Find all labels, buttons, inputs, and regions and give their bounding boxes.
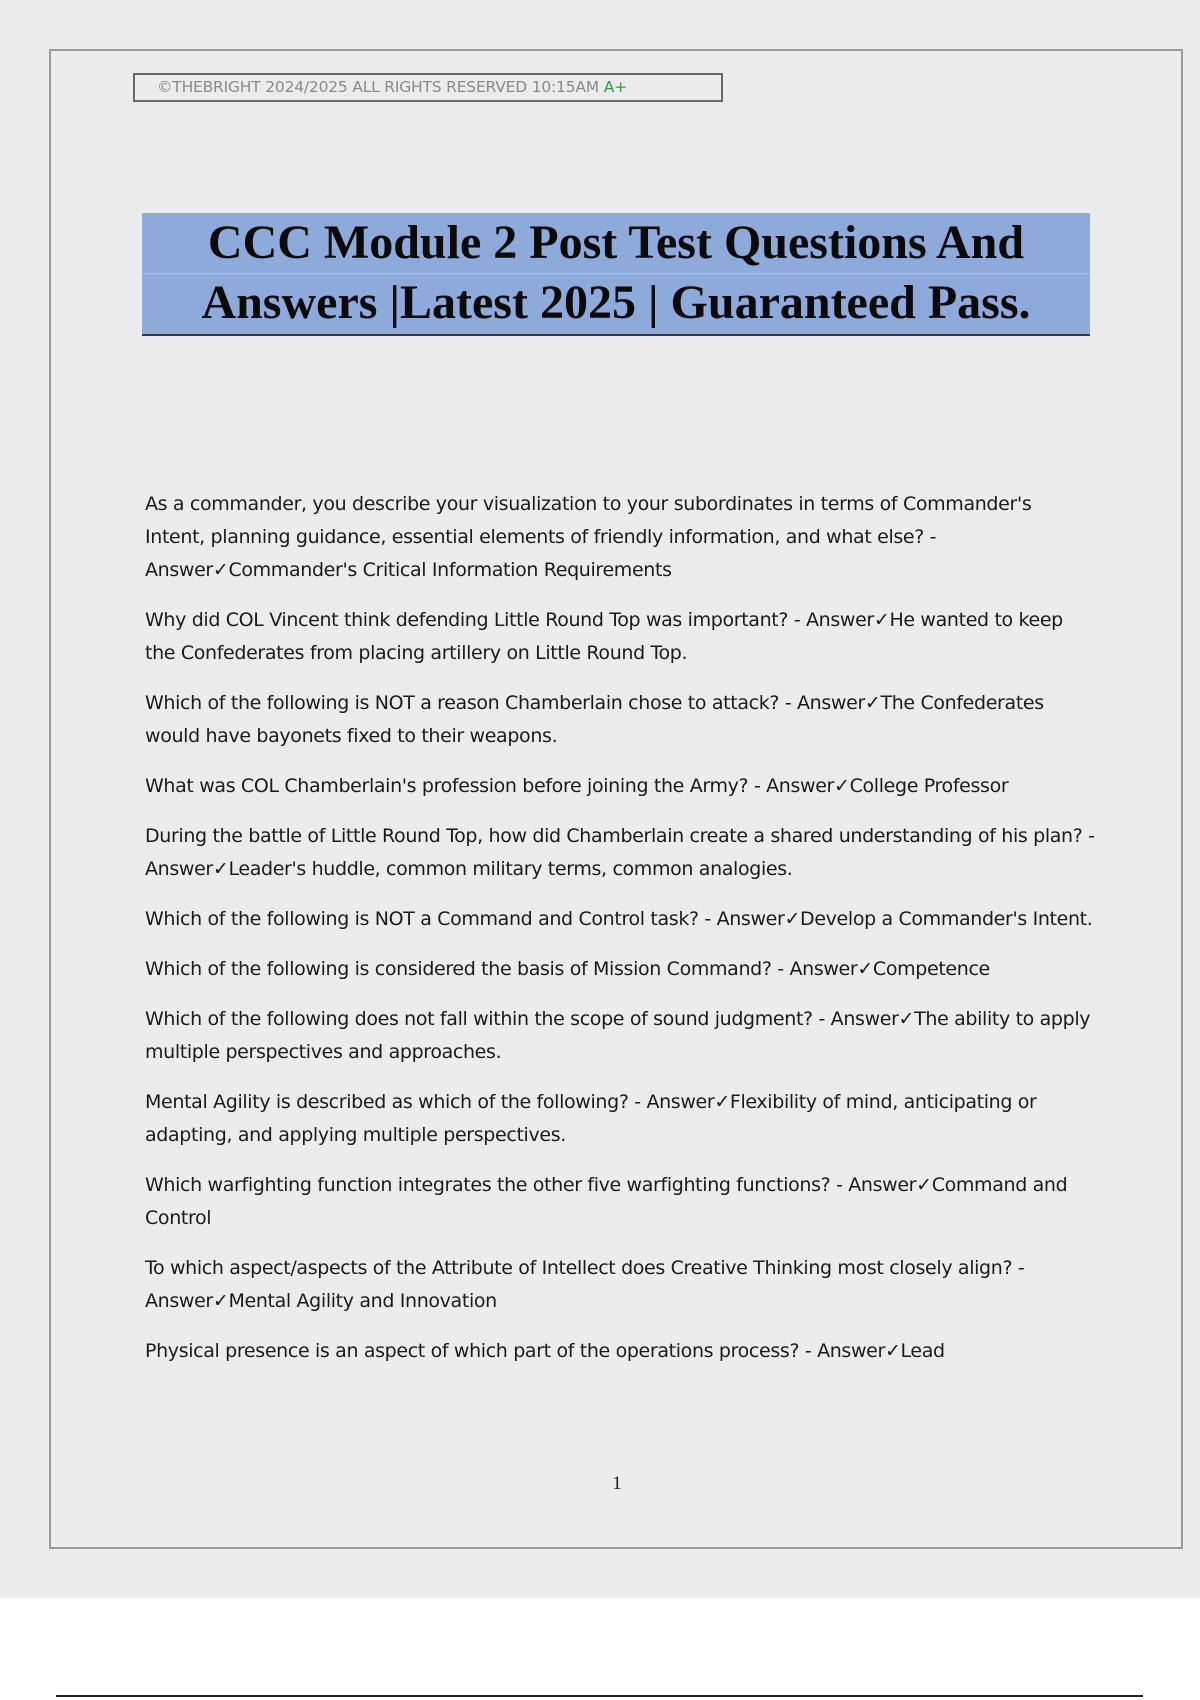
qa-item: Why did COL Vincent think defending Little Round Top was important? - Answer✓He wanted to keep the Confederates from placing artillery on Little Round Top. bbox=[145, 609, 1063, 664]
qa-item: Which of the following is NOT a reason Chamberlain chose to attack? - Answer✓The Confederates would have bayonets fixed to their weapons. bbox=[145, 692, 1044, 747]
qa-item: What was COL Chamberlain's profession before joining the Army? - Answer✓College Professor bbox=[145, 775, 1009, 797]
question-answer-list bbox=[145, 488, 1095, 1385]
qa-item: Which of the following is considered the basis of Mission Command? - Answer✓Competence bbox=[145, 958, 990, 980]
copyright-header bbox=[133, 73, 723, 102]
qa-item: Mental Agility is described as which of the following? - Answer✓Flexibility of mind, anticipating or adapting, and applying multiple perspectives. bbox=[145, 1091, 1037, 1146]
qa-item: To which aspect/aspects of the Attribute of Intellect does Creative Thinking most closely align? - Answer✓Mental Agility and Innovation bbox=[145, 1257, 1025, 1312]
page-number: 1 bbox=[612, 1473, 622, 1494]
qa-item: Which of the following does not fall within the scope of sound judgment? - Answer✓The ability to apply multiple perspectives and approaches. bbox=[145, 1008, 1091, 1063]
title-divider bbox=[142, 273, 1090, 274]
grade-badge: A+ bbox=[603, 78, 627, 96]
qa-item: During the battle of Little Round Top, how did Chamberlain create a shared understanding of his plan? - Answer✓Leader's huddle, common military terms, common analogies. bbox=[145, 825, 1095, 880]
qa-item: Which of the following is NOT a Command and Control task? - Answer✓Develop a Commander's Intent. bbox=[145, 908, 1093, 930]
qa-item: As a commander, you describe your visualization to your subordinates in terms of Commander's Intent, planning guidance, essential elements of friendly information, and what else? - Answer✓Commander's Critical Information Requirements bbox=[145, 493, 1032, 581]
document-title-block bbox=[142, 213, 1090, 336]
copyright-text: ©THEBRIGHT 2024/2025 ALL RIGHTS RESERVED 10:15AM bbox=[157, 78, 599, 96]
footer-divider bbox=[56, 1695, 1143, 1697]
document-title-line-2: Answers |Latest 2025 | Guaranteed Pass. bbox=[201, 276, 1031, 329]
document-title-line-1: CCC Module 2 Post Test Questions And bbox=[207, 216, 1025, 269]
qa-item: Physical presence is an aspect of which part of the operations process? - Answer✓Lead bbox=[145, 1340, 945, 1362]
qa-item: Which warfighting function integrates the other five warfighting functions? - Answer✓Command and Control bbox=[145, 1174, 1068, 1229]
